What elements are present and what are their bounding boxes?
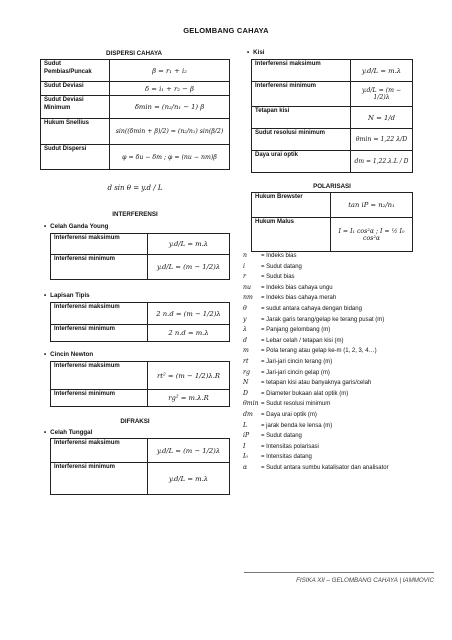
lapisan-tipis-table (50, 302, 230, 342)
polarisasi-table (251, 192, 413, 252)
row-label: Interferensi minimum (51, 390, 148, 407)
lapisan-tipis-title: • Lapisan Tipis (44, 292, 90, 299)
legend-item (243, 399, 389, 410)
legend-item (243, 325, 389, 336)
row-label: Hukum Malus (252, 218, 331, 252)
row-label: Sudut Deviasi Minimum (41, 96, 110, 119)
formula: rt² = (m − 1/2)λ.R (148, 362, 230, 390)
formula: dm = 1,22.λ.L / D (351, 151, 413, 173)
row-label: Hukum Brewster (252, 193, 331, 218)
row-label: Hukum Snellius (41, 119, 110, 145)
formula: y.d/L = (m − 1/2)λ (351, 82, 413, 107)
dispersi-table (40, 59, 230, 170)
row-label: Interferensi minimum (51, 463, 148, 495)
legend-desc: = Sudut datang (261, 433, 302, 440)
row-label: Interferensi maksimum (252, 60, 351, 82)
legend-item (243, 315, 389, 326)
legend-symbol: α (243, 463, 248, 471)
legend-item (243, 272, 389, 283)
legend-symbol: d (243, 336, 247, 344)
formula: y.d/L = m.λ (148, 463, 230, 495)
row-label: Sudut Dispersi (41, 145, 110, 170)
legend-desc: = Daya urai optik (m) (261, 411, 317, 418)
legend-symbol: y (243, 315, 247, 323)
formula: N = 1/d (351, 107, 413, 129)
legend-symbol: θ (243, 304, 247, 312)
legend-symbol: θmin (243, 400, 259, 408)
legend-item (243, 431, 389, 442)
interferensi-heading: INTERFERENSI (112, 211, 158, 218)
formula: θmin = 1,22 λ/D (351, 129, 413, 151)
legend-symbol: λ (243, 326, 247, 334)
legend-desc: = Jarak garis terang/gelap ke terang pusat (m) (261, 316, 385, 323)
formula: δ = i₁ + r₂ − β (110, 82, 230, 96)
legend-desc: = Lebar celah / tetapan kisi (m) (261, 337, 344, 344)
legend-symbol: n (243, 252, 247, 259)
legend-symbol: I₀ (243, 453, 248, 461)
legend-desc: = Sudut datang (261, 263, 302, 270)
formula: tan iP = n₂/n₁ (331, 193, 413, 218)
celah-ganda-table (50, 233, 230, 280)
formula: rg² = m.λ.R (148, 390, 230, 407)
legend-symbol: r (243, 273, 246, 281)
legend-desc: = Jari-jari cincin terang (m) (261, 358, 333, 365)
legend-desc: = Indeks bias cahaya ungu (261, 284, 333, 291)
row-label: Daya urai optik (252, 151, 351, 173)
legend-item (243, 293, 389, 304)
legend-symbol: I (243, 442, 246, 450)
row-label: Interferensi maksimum (51, 234, 148, 255)
legend-desc: = Indeks bias cahaya merah (261, 295, 337, 302)
legend-desc: = Indeks bias (261, 253, 297, 259)
row-label: Interferensi minimum (51, 255, 148, 280)
row-label: Interferensi maksimum (51, 439, 148, 463)
legend-item (243, 452, 389, 463)
legend-item (243, 357, 389, 368)
symbol-legend (243, 251, 389, 473)
formula: 2 n.d = m.λ (148, 325, 230, 342)
formula: φ = δu − δm ; φ = (nu − nm)β (110, 145, 230, 170)
legend-symbol: rt (243, 357, 249, 365)
row-label: Sudut Deviasi (41, 82, 110, 96)
kisi-equation: d sin θ = y.d / L (107, 184, 163, 192)
legend-desc: = Pola terang atau gelap ke-m (1, 2, 3, 4…) (261, 348, 377, 355)
celah-tunggal-title: • Celah Tunggal (44, 429, 92, 436)
legend-item (243, 389, 389, 400)
formula: sin((δmin + β)/2) = (n₂/n₁) sin(β/2) (110, 119, 230, 145)
cincin-newton-table (50, 361, 230, 407)
legend-item (243, 410, 389, 421)
row-label: Interferensi minimum (51, 325, 148, 342)
legend-desc: = Diameter bukaan alat optik (m) (261, 390, 349, 397)
formula: y.d/L = (m − 1/2)λ (148, 255, 230, 280)
legend-symbol: i (243, 262, 245, 270)
legend-symbol: nu (243, 283, 251, 291)
legend-item (243, 378, 389, 389)
legend-desc: = Sudut resolusi minimum (261, 401, 331, 408)
formula: y.d/L = m.λ (148, 234, 230, 255)
legend-symbol: dm (243, 410, 253, 418)
row-label: Interferensi minimum (252, 82, 351, 107)
legend-symbol: rg (243, 368, 250, 376)
row-label: Tetapan kisi (252, 107, 351, 129)
legend-symbol: m (243, 347, 249, 355)
legend-item (243, 336, 389, 347)
legend-desc: = sudut antara cahaya dengan bidang (261, 305, 362, 312)
cincin-newton-title: • Cincin Newton (44, 351, 93, 358)
formula: y.d/L = (m − 1/2)λ (148, 439, 230, 463)
legend-item (243, 304, 389, 315)
legend-symbol: nm (243, 294, 253, 302)
polarisasi-heading: POLARISASI (313, 183, 351, 190)
formula: β = r₁ + i₂ (110, 60, 230, 82)
kisi-table (251, 59, 413, 173)
difraksi-heading: DIFRAKSI (120, 418, 150, 425)
row-label: Sudut Pembias/Puncak (41, 60, 110, 82)
legend-item (243, 251, 389, 262)
celah-tunggal-table (50, 438, 230, 495)
legend-desc: = Intensitas datang (261, 454, 312, 461)
legend-item (243, 463, 389, 474)
legend-item (243, 442, 389, 453)
legend-desc: = Sudut bias (261, 274, 295, 281)
legend-desc: = Intensitas polarisasi (261, 443, 319, 450)
celah-ganda-title: • Celah Ganda Young (44, 223, 108, 230)
legend-item (243, 262, 389, 273)
legend-desc: = tetapan kisi atau banyaknya garis/celah (261, 380, 372, 387)
legend-symbol: iP (243, 432, 250, 440)
row-label: Interferensi maksimum (51, 303, 148, 325)
formula: I = I₁ cos²α ; I = ½ I₀ cos²α (331, 218, 413, 252)
legend-symbol: D (243, 389, 248, 397)
legend-desc: = Sudut antara sumbu katalisator dan analisator (261, 464, 389, 471)
legend-desc: = Panjang gelombang (m) (261, 327, 331, 334)
legend-item (243, 346, 389, 357)
formula: 2 n.d = (m − 1/2)λ (148, 303, 230, 325)
legend-symbol: L (243, 421, 248, 429)
formula: δmin = (n₂/n₁ − 1) β (110, 96, 230, 119)
legend-symbol: N (243, 379, 249, 387)
legend-desc: = Jari-jari cincin gelap (m) (261, 369, 330, 376)
dispersi-heading: DISPERSI CAHAYA (106, 50, 162, 57)
legend-item (243, 368, 389, 379)
kisi-title: • Kisi (247, 49, 265, 56)
row-label: Interferensi maksimum (51, 362, 148, 390)
legend-item (243, 421, 389, 432)
formula: y.d/L = m.λ (351, 60, 413, 82)
page-title: GELOMBANG CAHAYA (183, 26, 269, 35)
footer-text: FISIKA XII – GELOMBANG CAHAYA | IAMMOVIC (296, 577, 434, 584)
legend-item (243, 283, 389, 294)
legend-desc: = jarak benda ke lensa (m) (261, 422, 333, 429)
footer-divider (244, 572, 434, 573)
row-label: Sudut resolusi minimum (252, 129, 351, 151)
